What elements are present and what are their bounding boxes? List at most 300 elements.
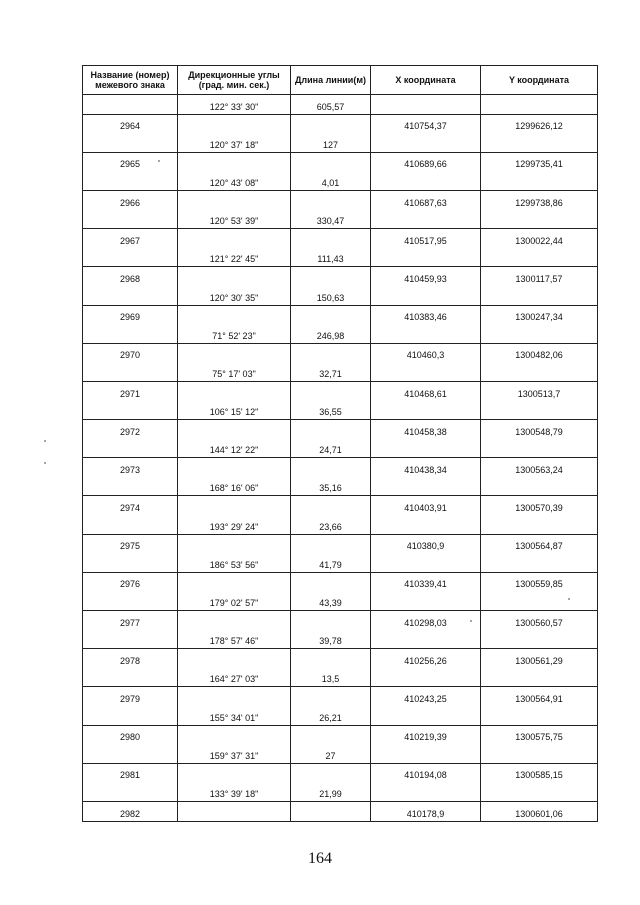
x-coordinate-cell [371, 515, 481, 534]
direction-angle-cell [178, 630, 291, 649]
direction-angle-cell [178, 572, 291, 591]
x-coordinate-cell-text: 410754,37 [404, 121, 447, 132]
x-coordinate-cell [371, 458, 481, 477]
x-coordinate-cell-text: 410468,61 [404, 388, 447, 399]
line-length-cell [291, 744, 371, 763]
y-coordinate-cell-text: 1300548,79 [515, 426, 563, 437]
line-segment-row [83, 591, 598, 610]
point-name-cell [83, 114, 178, 133]
line-length-cell-text: 246,98 [316, 330, 345, 341]
y-coordinate-cell-text: 1300564,87 [515, 541, 563, 552]
boundary-point-row [83, 649, 598, 668]
point-name-cell-text: 2968 [119, 273, 141, 284]
y-coordinate-cell [481, 190, 598, 209]
x-coordinate-cell [371, 534, 481, 553]
point-name-cell-text: 2976 [119, 579, 141, 590]
point-name-cell [83, 171, 178, 190]
line-length-cell [291, 477, 371, 496]
line-length-cell-text: 41,79 [319, 559, 342, 570]
direction-angle-cell [178, 229, 291, 248]
x-coordinate-cell-text: 410517,95 [404, 235, 447, 246]
direction-angle-cell [178, 725, 291, 744]
line-length-cell [291, 553, 371, 572]
point-name-cell-text: 2975 [119, 541, 141, 552]
y-coordinate-cell [481, 515, 598, 534]
x-coordinate-cell-text: 410243,25 [404, 694, 447, 704]
direction-angle-cell [178, 439, 291, 458]
direction-angle-cell-text: 120° 43' 08" [209, 177, 259, 188]
header-x-coordinate: X координата [371, 66, 481, 95]
y-coordinate-cell-text: 1300117,57 [515, 273, 563, 284]
x-coordinate-cell [371, 152, 481, 171]
line-length-cell-text: 27 [325, 750, 336, 761]
line-length-cell-text: 36,55 [319, 407, 342, 418]
x-coordinate-cell [371, 267, 481, 286]
point-name-cell [83, 744, 178, 763]
x-coordinate-cell [371, 439, 481, 458]
line-segment-row [83, 668, 598, 687]
x-coordinate-cell [371, 630, 481, 649]
line-segment-row [83, 515, 598, 534]
y-coordinate-cell [481, 763, 598, 782]
point-name-cell-text: 2969 [119, 312, 141, 323]
direction-angle-cell [178, 706, 291, 725]
direction-angle-cell [178, 210, 291, 229]
direction-angle-cell-text: 71° 52' 23" [212, 330, 256, 341]
y-coordinate-cell [481, 152, 598, 171]
direction-angle-cell [178, 324, 291, 343]
line-segment-row [83, 744, 598, 763]
point-name-cell [83, 401, 178, 420]
direction-angle-cell [178, 515, 291, 534]
x-coordinate-cell [371, 114, 481, 133]
y-coordinate-cell [481, 305, 598, 324]
y-coordinate-cell [481, 229, 598, 248]
line-segment-row [83, 171, 598, 190]
x-coordinate-cell-text: 410687,63 [404, 197, 447, 208]
table-header-row [83, 66, 598, 95]
x-coordinate-cell-text: 410689,66 [404, 159, 447, 170]
x-coordinate-cell [371, 190, 481, 209]
y-coordinate-cell-text: 1300561,29 [515, 655, 563, 666]
x-coordinate-cell [371, 611, 481, 630]
y-coordinate-cell-text: 1300247,34 [515, 312, 563, 323]
line-length-cell [291, 782, 371, 801]
point-name-cell [83, 801, 178, 821]
line-length-cell-text: 24,71 [319, 445, 342, 456]
point-name-cell [83, 95, 178, 115]
point-name-cell [83, 324, 178, 343]
line-length-cell [291, 171, 371, 190]
y-coordinate-cell [481, 420, 598, 439]
x-coordinate-cell [371, 381, 481, 400]
x-coordinate-cell-text: 410460,3 [406, 350, 445, 361]
boundary-point-row [83, 611, 598, 630]
x-coordinate-cell [371, 305, 481, 324]
direction-angle-cell-text: 120° 37' 18" [209, 139, 259, 150]
direction-angle-cell [178, 782, 291, 801]
line-segment-row [83, 439, 598, 458]
point-name-cell [83, 190, 178, 209]
x-coordinate-cell-text: 410194,08 [404, 770, 447, 781]
direction-angle-cell [178, 458, 291, 477]
x-coordinate-cell [371, 801, 481, 821]
point-name-cell [83, 649, 178, 668]
line-length-cell [291, 801, 371, 821]
point-name-cell-text: 2967 [119, 235, 141, 246]
y-coordinate-cell [481, 381, 598, 400]
y-coordinate-cell [481, 668, 598, 687]
x-coordinate-cell [371, 343, 481, 362]
y-coordinate-cell [481, 744, 598, 763]
line-length-cell-text: 150,63 [316, 292, 345, 303]
direction-angle-cell [178, 401, 291, 420]
line-length-cell [291, 362, 371, 381]
line-segment-row [83, 210, 598, 229]
direction-angle-cell [178, 286, 291, 305]
boundary-point-row [83, 381, 598, 400]
boundary-point-row [83, 725, 598, 744]
direction-angle-cell [178, 133, 291, 152]
boundary-point-row [83, 534, 598, 553]
boundary-point-row [83, 420, 598, 439]
point-name-cell-text: 2971 [119, 388, 141, 399]
x-coordinate-cell [371, 725, 481, 744]
y-coordinate-cell [481, 324, 598, 343]
line-length-cell-text: 39,78 [319, 636, 342, 647]
direction-angle-cell-text: 179° 02' 57" [209, 598, 259, 609]
direction-angle-cell [178, 496, 291, 515]
y-coordinate-cell [481, 725, 598, 744]
direction-angle-cell [178, 114, 291, 133]
y-coordinate-cell-text: 1299735,41 [515, 159, 563, 170]
y-coordinate-cell [481, 171, 598, 190]
y-coordinate-cell [481, 114, 598, 133]
line-length-cell [291, 515, 371, 534]
page-number: 164 [308, 850, 332, 867]
x-coordinate-cell [371, 171, 481, 190]
y-coordinate-cell-text: 1300575,75 [515, 732, 563, 743]
line-length-cell-text: 21,99 [319, 788, 342, 799]
point-name-cell [83, 210, 178, 229]
line-length-cell [291, 381, 371, 400]
point-name-cell [83, 496, 178, 515]
y-coordinate-cell-text: 1300482,06 [515, 350, 563, 361]
line-length-cell-text: 43,39 [319, 598, 342, 609]
x-coordinate-cell-text: 410219,39 [404, 732, 447, 743]
point-name-cell [83, 420, 178, 439]
direction-angle-cell-text: 193° 29' 24" [209, 521, 259, 532]
direction-angle-cell [178, 362, 291, 381]
y-coordinate-cell [481, 782, 598, 801]
x-coordinate-cell [371, 706, 481, 725]
x-coordinate-cell [371, 591, 481, 610]
line-length-cell [291, 687, 371, 706]
direction-angle-cell [178, 420, 291, 439]
boundary-point-row [83, 114, 598, 133]
point-name-cell [83, 630, 178, 649]
x-coordinate-cell-text: 410438,34 [404, 464, 447, 475]
point-name-cell [83, 381, 178, 400]
line-segment-row [83, 706, 598, 725]
y-coordinate-cell-text: 1300022,44 [515, 235, 563, 246]
point-name-cell [83, 343, 178, 362]
scan-speck [44, 440, 46, 442]
y-coordinate-cell [481, 572, 598, 591]
y-coordinate-cell [481, 591, 598, 610]
line-length-cell [291, 420, 371, 439]
line-segment-row [83, 630, 598, 649]
y-coordinate-cell-text: 1300564,91 [515, 694, 563, 704]
x-coordinate-cell [371, 401, 481, 420]
x-coordinate-cell [371, 668, 481, 687]
y-coordinate-cell [481, 267, 598, 286]
line-segment-row [83, 133, 598, 152]
line-length-cell [291, 248, 371, 267]
direction-angle-cell [178, 477, 291, 496]
point-name-cell-text: 2978 [119, 655, 141, 666]
x-coordinate-cell-text: 410256,26 [404, 655, 447, 666]
point-name-cell [83, 286, 178, 305]
header-y-coordinate: Y координата [481, 66, 598, 95]
line-length-cell-text: 330,47 [316, 216, 345, 227]
line-length-cell-text: 127 [322, 139, 339, 150]
direction-angle-cell [178, 152, 291, 171]
x-coordinate-cell-text: 410383,46 [404, 312, 447, 323]
line-length-cell [291, 458, 371, 477]
direction-angle-cell [178, 801, 291, 821]
direction-angle-cell-text: 155° 34' 01" [209, 712, 259, 723]
line-segment-row [83, 324, 598, 343]
x-coordinate-cell [371, 286, 481, 305]
boundary-point-row [83, 458, 598, 477]
point-name-cell [83, 706, 178, 725]
line-length-cell-text: 32,71 [319, 368, 342, 379]
line-segment-row [83, 782, 598, 801]
direction-angle-cell [178, 649, 291, 668]
scan-speck [44, 462, 46, 464]
direction-angle-cell-text: 186° 53' 56" [209, 559, 259, 570]
x-coordinate-cell [371, 572, 481, 591]
direction-angle-cell-text: 120° 53' 39" [209, 216, 259, 227]
line-segment-row [83, 401, 598, 420]
y-coordinate-cell [481, 286, 598, 305]
y-coordinate-cell-text: 1300601,06 [515, 808, 563, 819]
y-coordinate-cell [481, 534, 598, 553]
point-name-cell [83, 152, 178, 171]
line-segment-row [83, 553, 598, 572]
x-coordinate-cell [371, 763, 481, 782]
header-point-name: Название (номер) межевого знака [83, 66, 178, 95]
y-coordinate-cell [481, 210, 598, 229]
x-coordinate-cell [371, 649, 481, 668]
direction-angle-cell-text: 144° 12' 22" [209, 445, 259, 456]
direction-angle-cell-text: 120° 30' 35" [209, 292, 259, 303]
direction-angle-cell [178, 611, 291, 630]
y-coordinate-cell [481, 248, 598, 267]
direction-angle-cell-text: 122° 33' 30" [209, 101, 259, 112]
x-coordinate-cell-text: 410458,38 [404, 426, 447, 437]
x-coordinate-cell [371, 420, 481, 439]
x-coordinate-cell [371, 324, 481, 343]
x-coordinate-cell [371, 744, 481, 763]
x-coordinate-cell-text: 410178,9 [406, 808, 445, 819]
point-name-cell-text: 2974 [119, 503, 141, 514]
line-length-cell [291, 343, 371, 362]
line-length-cell [291, 439, 371, 458]
y-coordinate-cell [481, 553, 598, 572]
direction-angle-cell-text: 133° 39' 18" [209, 788, 259, 799]
line-length-cell [291, 133, 371, 152]
boundary-coordinates-table [82, 65, 598, 822]
line-length-cell [291, 706, 371, 725]
line-length-cell [291, 591, 371, 610]
direction-angle-cell-text: 75° 17' 03" [212, 368, 256, 379]
line-length-cell [291, 572, 371, 591]
point-name-cell [83, 611, 178, 630]
direction-angle-cell-text: 178° 57' 46" [209, 636, 259, 647]
line-length-cell [291, 649, 371, 668]
boundary-point-row [83, 687, 598, 706]
line-length-cell [291, 267, 371, 286]
line-length-cell-text: 26,21 [319, 712, 342, 723]
point-name-cell-text: 2982 [119, 808, 141, 819]
direction-angle-cell [178, 343, 291, 362]
y-coordinate-cell-text: 1300560,57 [515, 617, 563, 628]
line-length-cell [291, 114, 371, 133]
x-coordinate-cell [371, 477, 481, 496]
direction-angle-cell [178, 95, 291, 115]
line-length-cell [291, 630, 371, 649]
direction-angle-cell [178, 534, 291, 553]
direction-angle-cell [178, 248, 291, 267]
x-coordinate-cell [371, 210, 481, 229]
point-name-cell [83, 477, 178, 496]
point-name-cell [83, 553, 178, 572]
line-length-cell [291, 229, 371, 248]
x-coordinate-cell-text: 410459,93 [404, 273, 447, 284]
point-name-cell [83, 763, 178, 782]
boundary-point-row [83, 267, 598, 286]
y-coordinate-cell [481, 458, 598, 477]
point-name-cell [83, 305, 178, 324]
line-length-cell [291, 763, 371, 782]
line-length-cell [291, 324, 371, 343]
y-coordinate-cell [481, 401, 598, 420]
point-name-cell [83, 133, 178, 152]
point-name-cell-text: 2979 [119, 694, 141, 704]
header-direction-angle: Дирекционные углы (град. мин. сек.) [178, 66, 291, 95]
x-coordinate-cell [371, 782, 481, 801]
point-name-cell [83, 229, 178, 248]
direction-angle-cell [178, 591, 291, 610]
direction-angle-cell [178, 687, 291, 706]
line-length-cell-text: 4,01 [321, 177, 340, 188]
boundary-point-row [83, 496, 598, 515]
line-segment-row [83, 248, 598, 267]
line-length-cell [291, 611, 371, 630]
y-coordinate-cell [481, 477, 598, 496]
direction-angle-cell [178, 763, 291, 782]
boundary-point-row [83, 152, 598, 171]
y-coordinate-cell-text: 1299626,12 [515, 121, 563, 132]
line-length-cell [291, 496, 371, 515]
x-coordinate-cell-text: 410298,03 [404, 617, 447, 628]
y-coordinate-cell-text: 1300570,39 [515, 503, 563, 514]
x-coordinate-cell-text: 410380,9 [406, 541, 445, 552]
line-segment-row [83, 362, 598, 381]
direction-angle-cell [178, 668, 291, 687]
x-coordinate-cell [371, 229, 481, 248]
line-length-cell [291, 190, 371, 209]
point-name-cell-text: 2973 [119, 464, 141, 475]
direction-angle-cell [178, 305, 291, 324]
direction-angle-cell-text: 121° 22' 45" [209, 254, 259, 265]
header-line-length: Длина линии(м) [291, 66, 371, 95]
boundary-point-row [83, 190, 598, 209]
y-coordinate-cell [481, 496, 598, 515]
y-coordinate-cell-text: 1300513,7 [517, 388, 561, 399]
line-segment-row [83, 95, 598, 115]
x-coordinate-cell [371, 248, 481, 267]
line-length-cell [291, 305, 371, 324]
point-name-cell [83, 668, 178, 687]
table-body [83, 95, 598, 822]
line-length-cell-text: 605,57 [316, 101, 345, 112]
y-coordinate-cell [481, 801, 598, 821]
point-name-cell-text: 2977 [119, 617, 141, 628]
x-coordinate-cell [371, 133, 481, 152]
line-length-cell-text: 35,16 [319, 483, 342, 494]
boundary-point-row [83, 572, 598, 591]
point-name-cell-text: 2972 [119, 426, 141, 437]
line-length-cell [291, 286, 371, 305]
y-coordinate-cell [481, 362, 598, 381]
y-coordinate-cell [481, 687, 598, 706]
line-length-cell-text: 23,66 [319, 521, 342, 532]
point-name-cell-text: 2965 [119, 159, 141, 170]
line-length-cell [291, 401, 371, 420]
y-coordinate-cell [481, 343, 598, 362]
direction-angle-cell [178, 744, 291, 763]
direction-angle-cell [178, 190, 291, 209]
point-name-cell [83, 572, 178, 591]
line-length-cell-text: 13,5 [321, 674, 340, 685]
direction-angle-cell [178, 553, 291, 572]
line-length-cell-text: 111,43 [317, 254, 344, 265]
y-coordinate-cell [481, 630, 598, 649]
line-segment-row [83, 477, 598, 496]
line-length-cell [291, 152, 371, 171]
y-coordinate-cell [481, 649, 598, 668]
y-coordinate-cell [481, 611, 598, 630]
line-length-cell [291, 95, 371, 115]
x-coordinate-cell-text: 410403,91 [404, 503, 447, 514]
direction-angle-cell-text: 106° 15' 12" [209, 407, 259, 418]
line-length-cell [291, 534, 371, 553]
x-coordinate-cell [371, 95, 481, 115]
point-name-cell [83, 687, 178, 706]
x-coordinate-cell [371, 687, 481, 706]
point-name-cell [83, 458, 178, 477]
boundary-point-row [83, 763, 598, 782]
boundary-point-row [83, 229, 598, 248]
point-name-cell [83, 782, 178, 801]
line-length-cell [291, 725, 371, 744]
y-coordinate-cell [481, 706, 598, 725]
x-coordinate-cell-text: 410339,41 [404, 579, 447, 590]
y-coordinate-cell-text: 1300563,24 [515, 464, 563, 475]
